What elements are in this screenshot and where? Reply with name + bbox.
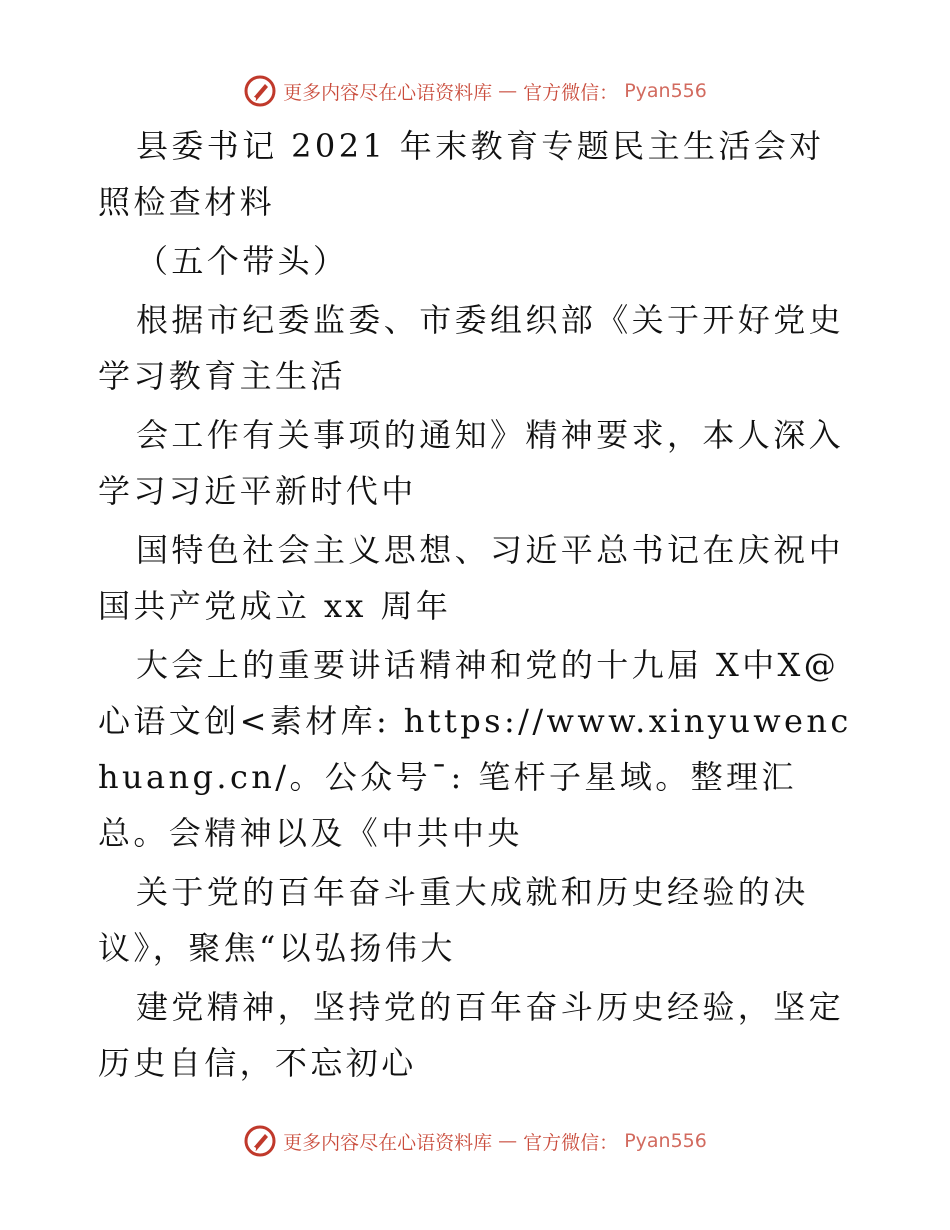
document-subtitle: （五个带头）: [136, 242, 349, 280]
paragraph-1: 根据市纪委监委、市委组织部《关于开好党史学习教育主生活: [98, 301, 845, 395]
document-title: 县委书记 2021 年末教育专题民主生活会对照检查材料: [98, 127, 825, 221]
paragraph-5: 关于党的百年奋斗重大成就和历史经验的决议》，聚焦“以弘扬伟大: [98, 873, 809, 967]
watermark-official-text: 官方微信：: [523, 81, 619, 104]
pen-logo-icon: [243, 1124, 277, 1158]
watermark-id-text: Pyan556: [624, 80, 707, 102]
watermark-separator: —: [498, 1130, 518, 1152]
paragraph-4: 大会上的重要讲话精神和党的十九届 X中X@心语文创<素材库: https://www.xinyuwenchuang.cn/。公众号¯: 笔杆子星域。整理汇总。会精神以及《中共中央: [98, 646, 852, 852]
footer-watermark: [0, 1124, 950, 1158]
watermark-official-text: 官方微信：: [523, 1131, 619, 1154]
watermark-main-text: 更多内容尽在心语资料库: [283, 81, 493, 104]
paragraph-6: 建党精神，坚持党的百年奋斗历史经验，坚定历史自信，不忘初心: [98, 988, 845, 1082]
paragraph-3: 国特色社会主义思想、习近平总书记在庆祝中国共产党成立 xx 周年: [98, 531, 845, 625]
document-body: [98, 118, 858, 1094]
watermark-separator: —: [498, 80, 518, 102]
watermark-main-text: 更多内容尽在心语资料库: [283, 1131, 493, 1154]
watermark-id-text: Pyan556: [624, 1130, 707, 1152]
header-watermark: [0, 74, 950, 108]
pen-logo-icon: [243, 74, 277, 108]
paragraph-2: 会工作有关事项的通知》精神要求，本人深入学习习近平新时代中: [98, 416, 845, 510]
